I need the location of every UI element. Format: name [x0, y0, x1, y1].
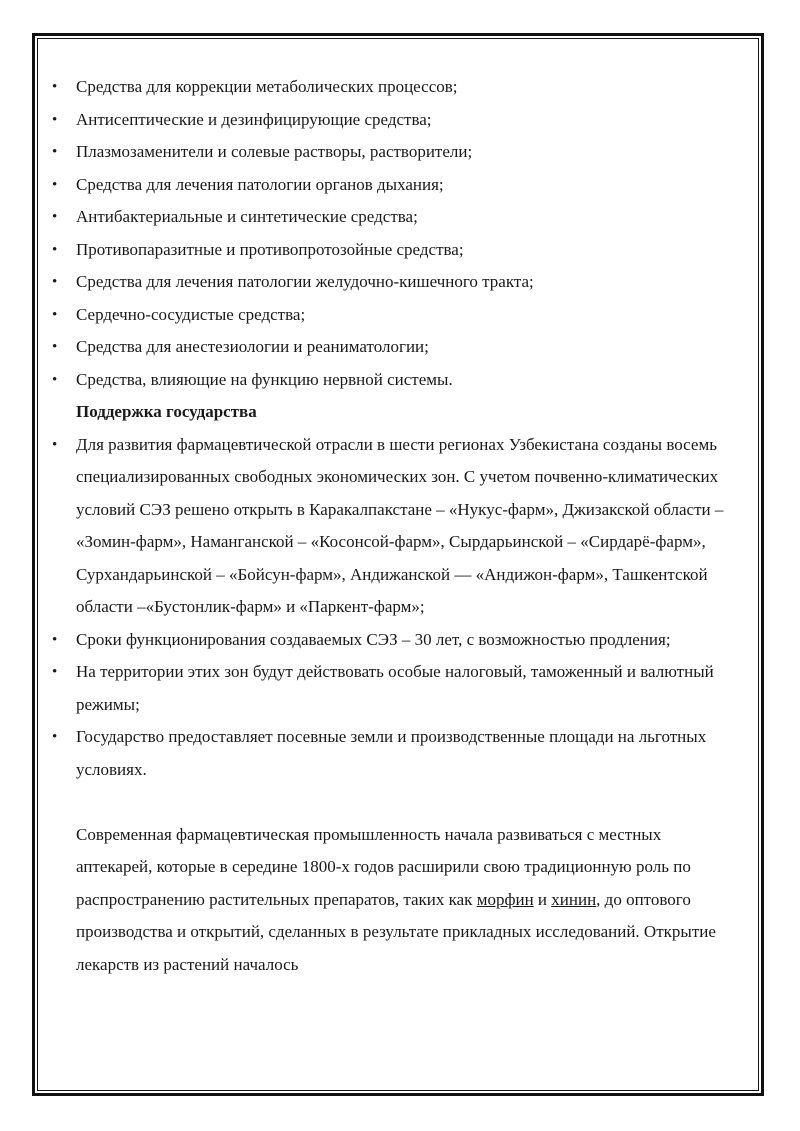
list-item: • Средства для анестезиологии и реаниматологии; — [52, 331, 732, 364]
list-item: • Антисептические и дезинфицирующие средства; — [52, 104, 732, 137]
paragraph-text: и — [533, 889, 552, 909]
list-item: • Антибактериальные и синтетические средства; — [52, 201, 732, 234]
list-item: • Сроки функционирования создаваемых СЭЗ – 30 лет, с возможностью продления; — [52, 624, 732, 657]
section-heading: Поддержка государства — [76, 402, 257, 421]
list-item: • Средства, влияющие на функцию нервной системы. — [52, 364, 732, 397]
document-body — [52, 71, 732, 981]
paragraph-text: Современная фармацевтическая промышленность начала развиваться с местных аптекарей, которые в середине 1800-х годов расширили свою традиционную роль по распространению растительных препаратов, таких как — [76, 824, 691, 909]
link-quinine[interactable]: хинин — [551, 889, 597, 909]
list-item: • Государство предоставляет посевные земли и производственные площади на льготных условиях. — [52, 721, 732, 786]
list-item: • Противопаразитные и противопротозойные средства; — [52, 234, 732, 267]
drug-category-list — [52, 71, 732, 396]
list-item: • Плазмозаменители и солевые растворы, растворители; — [52, 136, 732, 169]
history-paragraph — [52, 819, 732, 982]
state-support-list — [52, 429, 732, 787]
list-item: • Для развития фармацевтической отрасли в шести регионах Узбекистана созданы восемь специализированных свободных экономических зон. С учетом почвенно-климатических условий СЭЗ решено открыть в Каракалпакстане – «Нукус-фарм», Джизакской области – «Зомин-фарм», Наманганской – «Косонсой-фарм», Сырдарьинской – «Сирдарё-фарм», Сурхандарьинской – «Бойсун-фарм», Андижанской — «Андижон-фарм», Ташкентской области –«Бустонлик-фарм» и «Паркент-фарм»; — [52, 429, 732, 624]
link-morphine[interactable]: морфин — [476, 889, 534, 909]
list-item: • Средства для лечения патологии желудочно-кишечного тракта; — [52, 266, 732, 299]
list-item: • Сердечно-сосудистые средства; — [52, 299, 732, 332]
list-item: • На территории этих зон будут действовать особые налоговый, таможенный и валютный режимы; — [52, 656, 732, 721]
paragraph-text: , до оптового производства и открытий, сделанных в результате прикладных исследований. Открытие лекарств из растений началось — [76, 889, 716, 974]
list-item: • Средства для коррекции метаболических процессов; — [52, 71, 732, 104]
list-item: • Средства для лечения патологии органов дыхания; — [52, 169, 732, 202]
